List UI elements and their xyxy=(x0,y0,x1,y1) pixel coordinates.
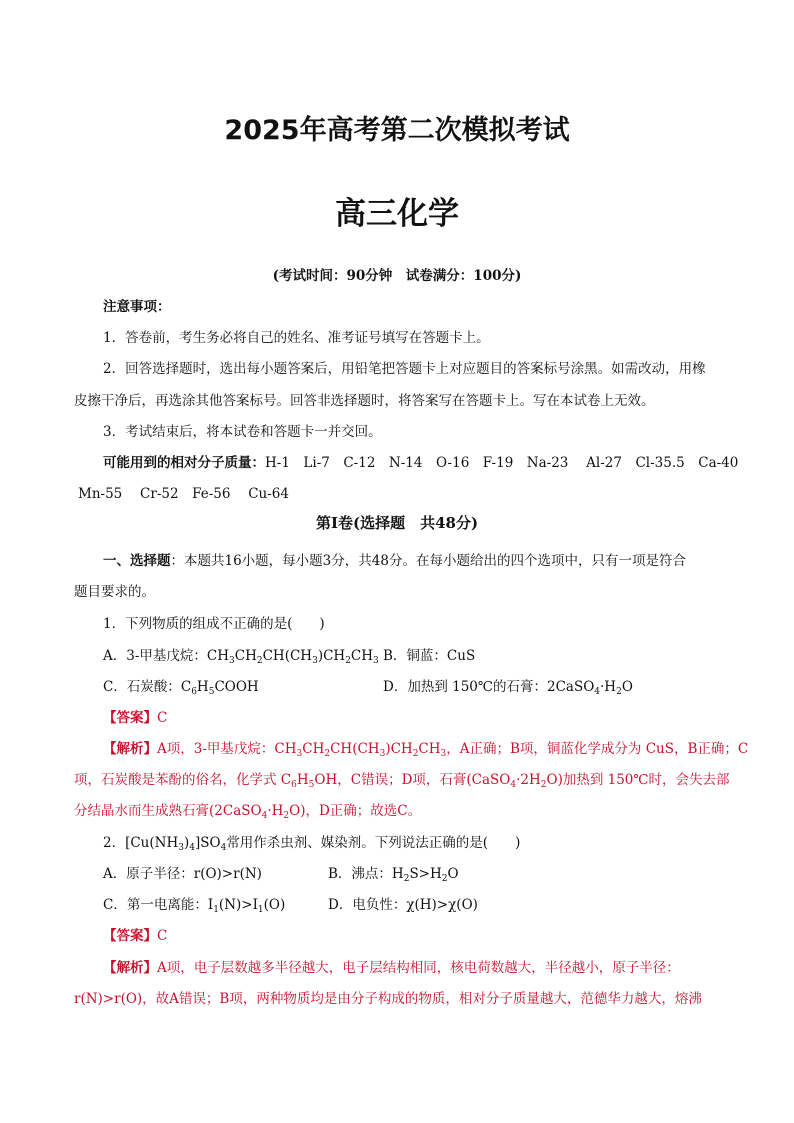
q2-option-c: C．第一电离能：$I_1(N)>I_1(O)$ xyxy=(103,897,286,915)
q1-analysis-line2: 项，石炭酸是苯酚的俗名，化学式 $C_6H_5OH$，C错误；D项，石膏$(CaSO_4\cdot 2H_2O)$加热到 150℃时，会失去部 xyxy=(74,772,730,790)
q1-analysis-line3: 分结晶水而生成熟石膏$(2CaSO_4\cdot H_2O)$，D正确；故选C。 xyxy=(74,803,422,821)
answer-tag: 【答案】 xyxy=(103,928,157,944)
notes-item-3: 3．考试结束后，将本试卷和答题卡一并交回。 xyxy=(103,424,382,440)
subject-title: 高三化学 xyxy=(335,196,459,232)
section-intro-label: 一、选择题 xyxy=(103,553,171,569)
q1-stem: 1．下列物质的组成不正确的是( ) xyxy=(103,616,325,632)
notes-heading: 注意事项： xyxy=(103,299,171,315)
q2-answer xyxy=(103,930,167,944)
answer-value: C xyxy=(157,710,168,726)
q1-answer xyxy=(103,712,167,726)
section-intro: 一、选择题：本题共16小题，每小题3分，共48分。在每小题给出的四个选项中，只有一项是符合 xyxy=(103,553,686,569)
q2-option-d: D．电负性：χ(H)>χ(O) xyxy=(328,897,478,913)
notes-item-2: 2．回答选择题时，选出每小题答案后，用铅笔把答题卡上对应题目的答案标号涂黑。如需改动，用橡 xyxy=(103,361,706,377)
answer-tag: 【答案】 xyxy=(103,710,157,726)
exam-info: (考试时间：90分钟 试卷满分：100分) xyxy=(272,268,522,284)
analysis-tag: 【解析】 xyxy=(103,741,157,757)
section-intro-cont: 题目要求的。 xyxy=(74,584,155,600)
q1-option-d: D．加热到 150℃的石膏：$2CaSO_4\cdot H_2O$ xyxy=(383,679,633,697)
q2-option-a: A．原子半径：r(O)>r(N) xyxy=(103,866,262,882)
analysis-tag: 【解析】 xyxy=(103,960,157,976)
relative-masses-line1 xyxy=(103,457,738,471)
q2-stem: 2．$[Cu(NH_3)_4]SO_4$常用作杀虫剂、媒染剂。下列说法正确的是( ) xyxy=(103,835,521,853)
exam-title: 2025年高考第二次模拟考试 xyxy=(224,115,570,146)
q1-option-a: A．3-甲基戊烷：$CH_3CH_2CH(CH_3)CH_2CH_3$ xyxy=(103,648,379,666)
q2-analysis-line2: r(N)>r(O)，故A错误；B项，两种物质均是由分子构成的物质，相对分子质量越大，范德华力越大，熔沸 xyxy=(74,991,702,1007)
notes-item-2-cont: 皮擦干净后，再选涂其他答案标号。回答非选择题时，将答案写在答题卡上。写在本试卷上无效。 xyxy=(74,393,655,409)
q2-option-b: B．沸点：$H_2S>H_2O$ xyxy=(328,866,459,884)
section-title: 第Ⅰ卷(选择题 共48分) xyxy=(315,514,479,532)
relative-masses-values: H-1 Li-7 C-12 N-14 O-16 F-19 Na-23 Al-27 Cl-35.5 Ca-40 xyxy=(265,455,739,471)
relative-masses-label: 可能用到的相对分子质量： xyxy=(103,455,265,471)
notes-item-1: 1．答卷前，考生务必将自己的姓名、准考证号填写在答题卡上。 xyxy=(103,330,490,346)
relative-masses-line2: Mn-55 Cr-52 Fe-56 Cu-64 xyxy=(78,486,289,502)
q1-option-b: B．铜蓝：CuS xyxy=(383,648,476,664)
answer-value: C xyxy=(157,928,168,944)
q1-analysis-line1: 【解析】A项，3-甲基戊烷：$CH_3CH_2CH(CH_3)CH_2CH_3$，A正确；B项，铜蓝化学成分为 CuS，B正确；C xyxy=(103,741,749,759)
q2-analysis-line1: 【解析】A项，电子层数越多半径越大，电子层结构相同，核电荷数越大，半径越小，原子半径： xyxy=(103,960,680,976)
q1-option-c: C．石炭酸：$C_6H_5COOH$ xyxy=(103,679,259,697)
